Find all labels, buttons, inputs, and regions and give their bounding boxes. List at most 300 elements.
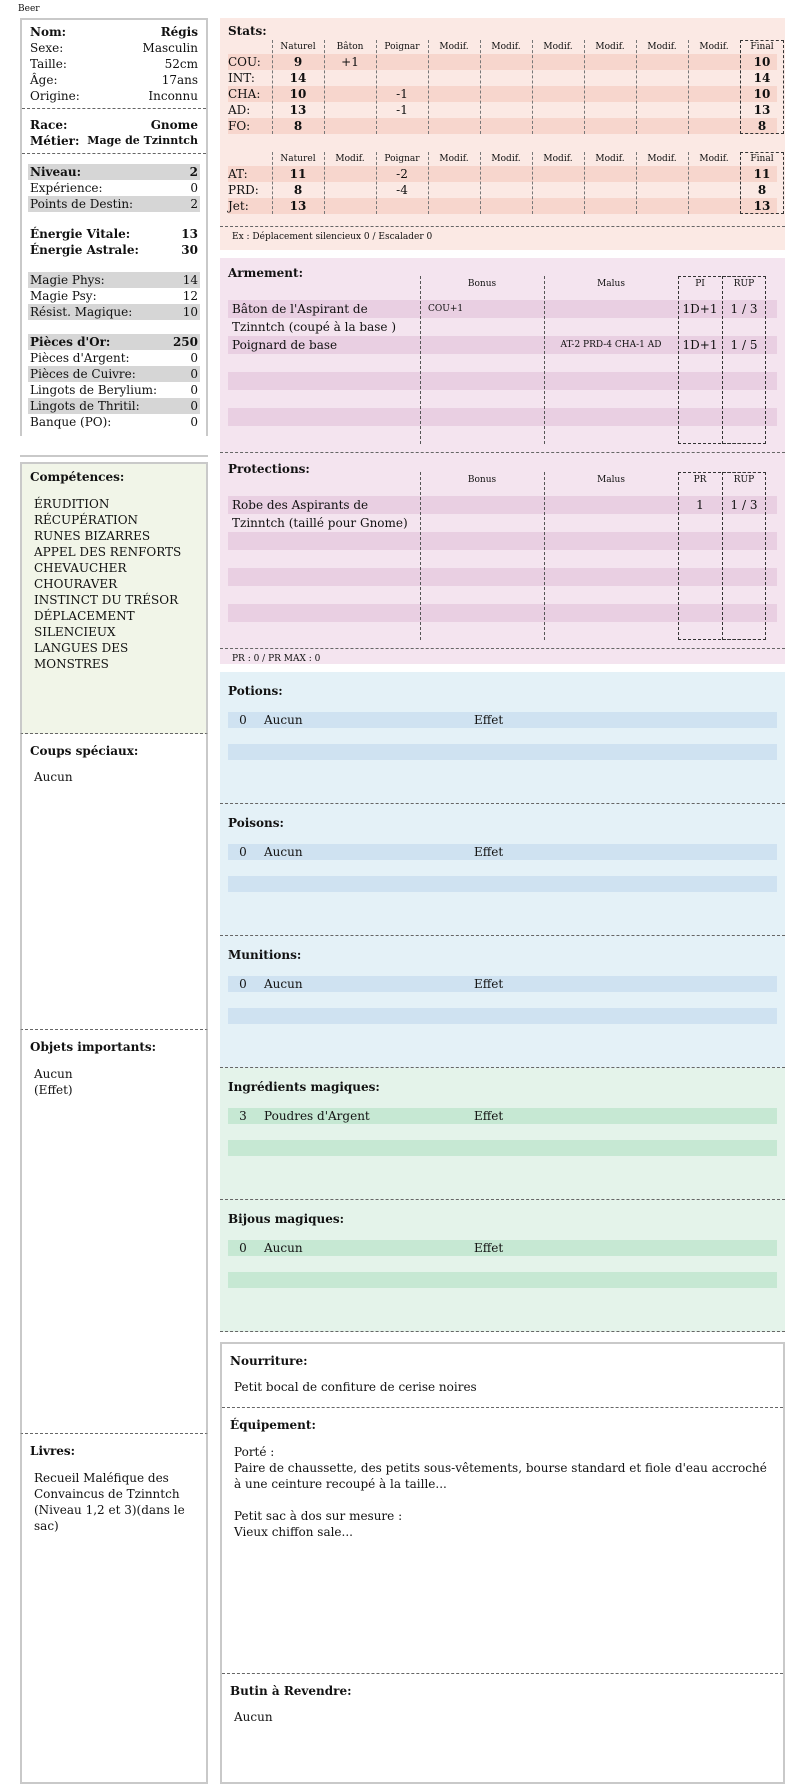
munitions-row xyxy=(228,992,777,1008)
armement-col-divider xyxy=(544,276,545,444)
stats-col-divider xyxy=(480,40,481,134)
ingredients-row xyxy=(228,1156,777,1172)
stats-col-divider xyxy=(272,40,273,134)
stats-cell xyxy=(480,198,532,214)
protections-cell xyxy=(232,532,424,550)
stats-cell xyxy=(584,70,636,86)
bijoux-qty: 0 xyxy=(239,1241,247,1255)
stats-header-cell: Naturel xyxy=(280,42,316,52)
stats-cell xyxy=(636,86,688,102)
energy-row-value: 13 xyxy=(181,227,198,241)
butin-section xyxy=(222,1674,783,1782)
armement-cell xyxy=(544,426,678,444)
metier-label: Métier: xyxy=(30,134,80,148)
box-separator xyxy=(20,455,208,457)
stats-cell xyxy=(324,198,376,214)
competence-item: APPEL DES RENFORTS xyxy=(34,545,182,559)
stats-cell xyxy=(688,102,740,118)
stats-header-cell: Modif. xyxy=(491,42,521,52)
butin-title: Butin à Revendre: xyxy=(230,1684,352,1698)
energy-row-value: 30 xyxy=(181,243,198,257)
bijoux-row xyxy=(228,1240,777,1256)
stats-col-divider xyxy=(532,152,533,214)
identity-row xyxy=(28,88,200,104)
stats-cell xyxy=(688,198,740,214)
armement-cell xyxy=(544,318,678,336)
magic-row xyxy=(28,288,200,304)
stats-cell xyxy=(324,118,376,134)
magic-row-value: 10 xyxy=(182,305,198,319)
armement-cell: 1 / 5 xyxy=(730,338,758,352)
level-row xyxy=(28,196,200,212)
potions-qty: 0 xyxy=(239,713,247,727)
stats-cell xyxy=(688,166,740,182)
livres-text: Recueil Maléfique des Convaincus de Tzinntch (Niveau 1,2 et 3)(dans le sac) xyxy=(34,1471,185,1533)
poisons-name: Aucun xyxy=(264,845,303,859)
stats-cell xyxy=(584,182,636,198)
potions-section xyxy=(220,672,785,804)
stats-header-cell: Modif. xyxy=(699,154,729,164)
stats-cell xyxy=(324,102,376,118)
protections-cell xyxy=(232,586,424,604)
stats-col-divider xyxy=(428,40,429,134)
magic-row-value: 14 xyxy=(182,273,198,287)
armement-cell xyxy=(544,390,678,408)
stats-cell xyxy=(428,86,480,102)
stats-cell: CHA: xyxy=(228,87,261,101)
poisons-qty: 0 xyxy=(239,845,247,859)
stats-cell xyxy=(480,70,532,86)
identity-row-value: Inconnu xyxy=(148,89,198,103)
stats-header-cell: Modif. xyxy=(647,154,677,164)
ingredients-row xyxy=(228,1108,777,1124)
ingredients-title: Ingrédients magiques: xyxy=(228,1080,380,1094)
stats-cell xyxy=(636,102,688,118)
stats-cell: 13 xyxy=(289,103,307,117)
armement-cell: Bâton de l'Aspirant de xyxy=(232,302,368,316)
energy-row-label: Énergie Astrale: xyxy=(30,243,139,257)
stats-cell xyxy=(480,54,532,70)
armement-cell xyxy=(420,408,544,426)
stats-cell: 8 xyxy=(293,119,303,133)
spacer xyxy=(28,212,200,226)
stats-cell xyxy=(532,54,584,70)
ingredients-row xyxy=(228,1140,777,1156)
bijoux-row xyxy=(228,1272,777,1288)
munitions-title: Munitions: xyxy=(228,948,302,962)
stats-cell xyxy=(636,118,688,134)
identity-row-value: Masculin xyxy=(142,41,198,55)
protections-cell xyxy=(544,604,678,622)
stats-cell xyxy=(428,198,480,214)
stats-cell: PRD: xyxy=(228,183,259,197)
armement-header: Malus xyxy=(597,279,625,289)
stats-cell xyxy=(532,198,584,214)
identity-row-label: Taille: xyxy=(30,57,67,71)
stats-cell xyxy=(376,54,428,70)
stats-cell xyxy=(428,70,480,86)
coups-title: Coups spéciaux: xyxy=(30,744,139,758)
stats-cell xyxy=(636,70,688,86)
protections-cell: Robe des Aspirants de xyxy=(232,498,369,512)
ingredients-qty: 3 xyxy=(239,1109,247,1123)
race-value: Gnome xyxy=(150,118,198,132)
energy-row-label: Énergie Vitale: xyxy=(30,227,131,241)
livres-section xyxy=(20,1434,208,1784)
identity-row-label: Origine: xyxy=(30,89,80,103)
potions-name: Aucun xyxy=(264,713,303,727)
objets-section xyxy=(20,1030,208,1434)
armement-cell xyxy=(420,426,544,444)
protections-note: PR : 0 / PR MAX : 0 xyxy=(232,654,321,664)
protections-title: Protections: xyxy=(228,462,310,476)
stats-header-cell: Poignar xyxy=(384,154,420,164)
protections-cell xyxy=(544,496,678,514)
stats-cell: 11 xyxy=(289,167,307,181)
money-row-label: Pièces de Cuivre: xyxy=(30,367,136,381)
level-row-value: 0 xyxy=(190,181,198,195)
stats-col-divider xyxy=(532,40,533,134)
equipement-line: Porté : xyxy=(234,1445,275,1459)
stats-cell xyxy=(584,102,636,118)
nourriture-title: Nourriture: xyxy=(230,1354,308,1368)
stats-col-divider xyxy=(324,152,325,214)
stats-cell xyxy=(428,118,480,134)
competence-item: INSTINCT DU TRÉSOR xyxy=(34,593,179,607)
stats-header-cell: Poignar xyxy=(384,42,420,52)
spacer xyxy=(28,430,200,436)
identity-row-value: 52cm xyxy=(164,57,198,71)
equipement-title: Équipement: xyxy=(230,1418,316,1432)
stats-cell: FO: xyxy=(228,119,251,133)
stats-cell xyxy=(584,86,636,102)
stats-cell xyxy=(324,182,376,198)
stats-col-divider xyxy=(324,40,325,134)
munitions-row xyxy=(228,976,777,992)
protections-header: Bonus xyxy=(467,475,497,485)
protections-cell xyxy=(420,586,544,604)
competence-item: RUNES BIZARRES xyxy=(34,529,151,543)
stats-title: Stats: xyxy=(228,24,267,38)
armement-cell xyxy=(544,372,678,390)
armement-cell xyxy=(544,354,678,372)
bijoux-section xyxy=(220,1200,785,1332)
potions-row xyxy=(228,744,777,760)
armement-rup-box xyxy=(722,276,766,444)
stats-cell: Jet: xyxy=(228,199,249,213)
stats-cell xyxy=(688,86,740,102)
ingredients-effect: Effet xyxy=(474,1109,504,1123)
money-row xyxy=(28,382,200,398)
stats-final-box xyxy=(740,152,784,214)
armement-cell: Poignard de base xyxy=(232,338,338,352)
armement-cell xyxy=(232,408,424,426)
armement-cell xyxy=(420,336,544,354)
divider xyxy=(220,648,785,649)
stats-cell xyxy=(688,118,740,134)
ingredients-row xyxy=(228,1124,777,1140)
magic-row xyxy=(28,304,200,320)
protections-cell xyxy=(420,550,544,568)
magic-row-label: Magie Psy: xyxy=(30,289,97,303)
stats-cell xyxy=(480,86,532,102)
stats-header-cell: Naturel xyxy=(280,154,316,164)
ingredients-name: Poudres d'Argent xyxy=(264,1109,370,1123)
objets-line: Aucun xyxy=(34,1067,73,1081)
level-row xyxy=(28,164,200,180)
level-row-label: Niveau: xyxy=(30,165,82,179)
armement-cell xyxy=(420,318,544,336)
stats-cell xyxy=(324,70,376,86)
stats-col-divider xyxy=(376,152,377,214)
stats-final-box xyxy=(740,40,784,134)
protections-header: PR xyxy=(693,475,707,485)
protections-cell xyxy=(232,622,424,640)
protections-cell xyxy=(420,514,544,532)
money-row-value: 0 xyxy=(190,399,198,413)
stats-cell xyxy=(584,166,636,182)
armement-cell: Tzinntch (coupé à la base ) xyxy=(232,320,397,334)
stats-header-cell: Final xyxy=(750,42,774,52)
stats-cell: -4 xyxy=(396,183,408,197)
armement-cell: COU+1 xyxy=(428,304,464,314)
divider xyxy=(22,153,206,154)
stats-cell: 13 xyxy=(753,199,771,213)
munitions-section xyxy=(220,936,785,1068)
munitions-row xyxy=(228,1024,777,1040)
potions-title: Potions: xyxy=(228,684,283,698)
money-row-label: Lingots de Thritil: xyxy=(30,399,140,413)
money-row-label: Banque (PO): xyxy=(30,415,112,429)
protections-col-divider xyxy=(420,472,421,640)
ingredients-section xyxy=(220,1068,785,1200)
spacer xyxy=(28,320,200,334)
stats-header-cell: Bâton xyxy=(336,42,364,52)
stats-col-divider xyxy=(376,40,377,134)
money-row-label: Pièces d'Or: xyxy=(30,335,111,349)
stats-cell: 8 xyxy=(293,183,303,197)
stats-cell: -1 xyxy=(396,103,408,117)
stats-cell xyxy=(636,198,688,214)
objets-line: (Effet) xyxy=(34,1083,73,1097)
potions-row xyxy=(228,712,777,728)
stats-cell xyxy=(532,118,584,134)
poisons-row xyxy=(228,860,777,876)
munitions-qty: 0 xyxy=(239,977,247,991)
stats-col-divider xyxy=(480,152,481,214)
protections-cell xyxy=(420,604,544,622)
magic-row-value: 12 xyxy=(182,289,198,303)
poisons-effect: Effet xyxy=(474,845,504,859)
stats-cell xyxy=(376,198,428,214)
protections-cell xyxy=(420,532,544,550)
protections-cell xyxy=(544,550,678,568)
stats-cell xyxy=(376,70,428,86)
identity-row-label: Âge: xyxy=(30,73,58,87)
stats-header-cell: Modif. xyxy=(543,154,573,164)
armement-col-divider xyxy=(420,276,421,444)
bijoux-name: Aucun xyxy=(264,1241,303,1255)
stats-cell xyxy=(532,102,584,118)
stats-cell: 10 xyxy=(753,87,771,101)
stats-cell xyxy=(480,102,532,118)
equipement-line xyxy=(230,1492,775,1508)
stats-header-cell: Modif. xyxy=(335,154,365,164)
livres-title: Livres: xyxy=(30,1444,76,1458)
equipement-line: Paire de chaussette, des petits sous-vêtements, bourse standard et fiole d'eau accroché à une ceinture recoupé à la taille... xyxy=(234,1461,767,1491)
identity-row xyxy=(28,40,200,56)
magic-row xyxy=(28,272,200,288)
protections-cell: 1 / 3 xyxy=(730,498,758,512)
armement-cell xyxy=(420,354,544,372)
stats-cell xyxy=(532,166,584,182)
money-row-label: Pièces d'Argent: xyxy=(30,351,130,365)
stats-cell: AT: xyxy=(228,167,248,181)
money-row-label: Lingots de Berylium: xyxy=(30,383,158,397)
metier-row xyxy=(28,133,200,149)
poisons-row xyxy=(228,844,777,860)
stats-cell: 13 xyxy=(289,199,307,213)
protections-cell xyxy=(232,550,424,568)
protections-cell xyxy=(544,622,678,640)
nourriture-text: Petit bocal de confiture de cerise noires xyxy=(234,1380,477,1394)
stats-header-cell: Modif. xyxy=(647,42,677,52)
stats-cell: AD: xyxy=(228,103,251,117)
protections-cell xyxy=(544,568,678,586)
stats-col-divider xyxy=(584,40,585,134)
identity-row-label: Sexe: xyxy=(30,41,64,55)
equipement-section xyxy=(222,1408,783,1674)
armement-cell xyxy=(544,300,678,318)
protections-cell: Tzinntch (taillé pour Gnome) xyxy=(232,516,408,530)
inventory-box xyxy=(220,1342,785,1784)
protections-cell xyxy=(232,604,424,622)
money-row xyxy=(28,414,200,430)
potions-effect: Effet xyxy=(474,713,504,727)
armement-cell: 1D+1 xyxy=(682,338,718,352)
nourriture-section xyxy=(222,1344,783,1408)
stats-header-cell: Modif. xyxy=(543,42,573,52)
munitions-row xyxy=(228,1008,777,1024)
stats-cell: 14 xyxy=(753,71,771,85)
identity-row-label: Nom: xyxy=(30,25,67,39)
stats-col-divider xyxy=(636,40,637,134)
magic-row-label: Résist. Magique: xyxy=(30,305,133,319)
protections-cell: 1 xyxy=(696,498,704,512)
level-row-label: Expérience: xyxy=(30,181,103,195)
potions-row xyxy=(228,728,777,744)
stats-cell xyxy=(688,54,740,70)
metier-value: Mage de Tzinntch xyxy=(87,134,198,147)
poisons-section xyxy=(220,804,785,936)
divider xyxy=(22,108,206,109)
stats-header-cell: Modif. xyxy=(439,154,469,164)
stats-cell xyxy=(636,182,688,198)
protections-col-divider xyxy=(544,472,545,640)
protections-cell xyxy=(544,586,678,604)
stats-header-cell: Modif. xyxy=(595,154,625,164)
stats-note: Ex : Déplacement silencieux 0 / Escalader 0 xyxy=(232,232,433,242)
identity-row-value: 17ans xyxy=(161,73,198,87)
protections-cell xyxy=(544,514,678,532)
stats-cell xyxy=(324,166,376,182)
armement-header: RUP xyxy=(733,279,755,289)
armement-cell: 1 / 3 xyxy=(730,302,758,316)
stats-cell: 10 xyxy=(753,55,771,69)
stats-cell: 8 xyxy=(757,119,767,133)
protections-cell xyxy=(420,496,544,514)
competence-item: RÉCUPÉRATION xyxy=(34,513,139,527)
stats-cell: -1 xyxy=(396,87,408,101)
stats-header-cell: Modif. xyxy=(439,42,469,52)
protections-cell xyxy=(232,568,424,586)
identity-row xyxy=(28,72,200,88)
protections-header: Malus xyxy=(597,475,625,485)
level-row xyxy=(28,180,200,196)
bijoux-row xyxy=(228,1256,777,1272)
competences-section xyxy=(20,462,208,734)
protections-cell xyxy=(544,532,678,550)
equipement-line: Vieux chiffon sale... xyxy=(234,1525,353,1539)
stats-cell xyxy=(480,182,532,198)
competence-item: LANGUES DES MONSTRES xyxy=(34,641,129,671)
stats-col-divider xyxy=(272,152,273,214)
stats-cell: 9 xyxy=(293,55,303,69)
stats-col-divider xyxy=(636,152,637,214)
armement-cell xyxy=(420,372,544,390)
identity-row xyxy=(28,56,200,72)
stats-cell xyxy=(532,182,584,198)
protections-cell xyxy=(420,622,544,640)
armement-cell: 1D+1 xyxy=(682,302,718,316)
armement-header: Bonus xyxy=(467,279,497,289)
race-row xyxy=(28,117,200,133)
level-row-label: Points de Destin: xyxy=(30,197,134,211)
armement-cell xyxy=(420,390,544,408)
munitions-name: Aucun xyxy=(264,977,303,991)
energy-row xyxy=(28,242,200,258)
armement-cell xyxy=(232,354,424,372)
identity-row-value: Régis xyxy=(160,25,198,39)
objets-title: Objets importants: xyxy=(30,1040,157,1054)
competence-item: ÉRUDITION xyxy=(34,497,110,511)
stats-cell xyxy=(480,118,532,134)
stats-cell xyxy=(428,166,480,182)
competences-title: Compétences: xyxy=(30,470,125,484)
stats-cell xyxy=(428,54,480,70)
stats-cell xyxy=(532,70,584,86)
identity-row xyxy=(28,24,200,40)
stats-col-divider xyxy=(688,152,689,214)
magic-row-label: Magie Phys: xyxy=(30,273,105,287)
money-row xyxy=(28,334,200,350)
protections-section xyxy=(220,454,785,664)
divider xyxy=(220,452,785,453)
stats-cell: 8 xyxy=(757,183,767,197)
money-row xyxy=(28,350,200,366)
stats-cell xyxy=(636,54,688,70)
stats-cell: +1 xyxy=(341,55,359,69)
protections-header: RUP xyxy=(733,475,755,485)
stats-cell xyxy=(636,166,688,182)
armement-title: Armement: xyxy=(228,266,303,280)
money-row-value: 0 xyxy=(190,415,198,429)
stats-cell: 13 xyxy=(753,103,771,117)
competence-item: CHEVAUCHER xyxy=(34,561,127,575)
bijoux-title: Bijous magiques: xyxy=(228,1212,345,1226)
coups-section xyxy=(20,734,208,1030)
coups-text: Aucun xyxy=(34,770,73,784)
